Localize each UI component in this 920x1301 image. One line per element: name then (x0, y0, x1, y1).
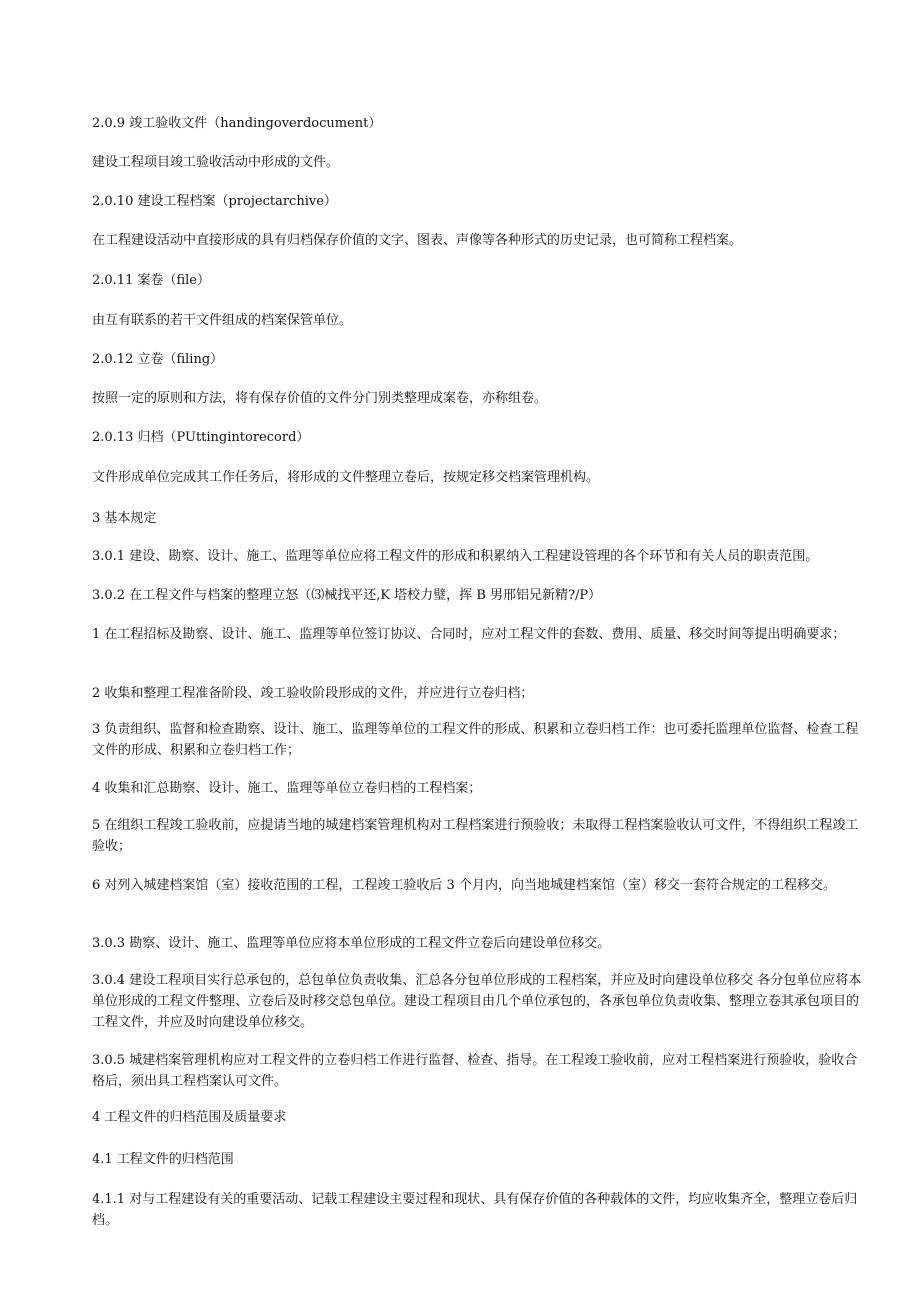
paragraph-2-0-12-body: 按照一定的原则和方法，将有保存价值的文件分门别类整理成案卷，亦称组卷。 (92, 391, 548, 406)
paragraph-3-0-2: 3.0.2 在工程文件与档案的整理立怒（⑶械找平还,K 塔校力璧，挥 B 男邢铝兄新精?/P） (92, 588, 602, 603)
section-4-1-heading: 4.1 工程文件的归档范围 (92, 1152, 234, 1167)
paragraph-2-0-13-body: 文件形成单位完成其工作任务后，将形成的文件整理立卷后，按规定移交档案管理机构。 (92, 470, 600, 485)
paragraph-2-0-9-heading: 2.0.9 竣工验收文件（handingoverdocument） (92, 116, 382, 131)
list-item-1-text: 1 在工程招标及勘察、设计、施工、监理等单位签订协议、合同时，应对工程文件的套数、费用、质量、移交时间等提出明确要求； (92, 627, 846, 642)
list-item-2: 2 收集和整理工程准备阶段、竣工验收阶段形成的文件，并应进行立卷归档； (92, 686, 534, 701)
paragraph-2-0-11-body: 由互有联系的若干文件组成的档案保管单位。 (92, 313, 353, 328)
list-item-5: 5 在组织工程竣工验收前，应提请当地的城建档案管理机构对工程档案进行预验收；未取得工程档案验收认可文件，不得组织工程竣工验收； (92, 818, 859, 854)
paragraph-2-0-9-body: 建设工程项目竣工验收活动中形成的文件。 (92, 155, 340, 170)
paragraph-2-0-10-heading: 2.0.10 建设工程档案（projectarchive） (92, 194, 337, 209)
paragraph-3-0-5: 3.0.5 城建档案管理机构应对工程文件的立卷归档工作进行监督、检查、指导。在工程竣工验收前，应对工程档案进行预验收，验收合格后，须出具工程档案认可文件。 (92, 1053, 858, 1089)
list-item-1 (92, 624, 864, 645)
paragraph-2-0-10-body: 在工程建设活动中直接形成的具有归档保存价值的文字、图表、声像等各种形式的历史记录，也可简称工程档案。 (92, 233, 743, 248)
paragraph-3-0-4: 3.0.4 建设工程项目实行总承包的，总包单位负责收集、汇总各分包单位形成的工程档案，并应及时向建设单位移交 各分包单位应将本单位形成的工程文件整理、立卷后及时移交总包单位。建设工程项目由几个单位承包的，各承包单位负责收集、整理立卷其承包项目的工程文件，并应及时向建设单位移交。 (92, 973, 862, 1030)
paragraph-3-0-1: 3.0.1 建设、勘察、设计、施工、监理等单位应将工程文件的形成和积累纳入工程建设管理的各个环节和有关人员的职责范围。 (92, 549, 819, 564)
paragraph-3-0-3: 3.0.3 勘察、设计、施工、监理等单位应将本单位形成的工程文件立卷后向建设单位移交。 (92, 936, 611, 951)
paragraph-4-1-1: 4.1.1 对与工程建设有关的重要活动、记载工程建设主要过程和现状、具有保存价值的各种载体的文件，均应收集齐全，整理立卷后归档。 (92, 1192, 858, 1228)
list-item-6: 6 对列入城建档案馆（室）接收范围的工程，工程竣工验收后 3 个月内，向当地城建档案馆（室）移交一套符合规定的工程移交。 (92, 878, 836, 893)
paragraph-2-0-11-heading: 2.0.11 案卷（file） (92, 273, 211, 288)
section-4-heading: 4 工程文件的归档范围及质量要求 (92, 1110, 287, 1125)
list-item-3: 3 负责组织、监督和检查勘察、设计、施工、监理等单位的工程文件的形成、积累和立卷归档工作：也可委托监理单位监督、检查工程文件的形成、积累和立卷归档工作； (92, 722, 859, 758)
list-item-4: 4 收集和汇总勘察、设计、施工、监理等单位立卷归档的工程档案； (92, 781, 482, 796)
paragraph-2-0-13-heading: 2.0.13 归档（PUttingintorecord） (92, 430, 310, 445)
section-3-heading: 3 基本规定 (92, 511, 157, 526)
paragraph-2-0-12-heading: 2.0.12 立卷（filing） (92, 352, 224, 367)
